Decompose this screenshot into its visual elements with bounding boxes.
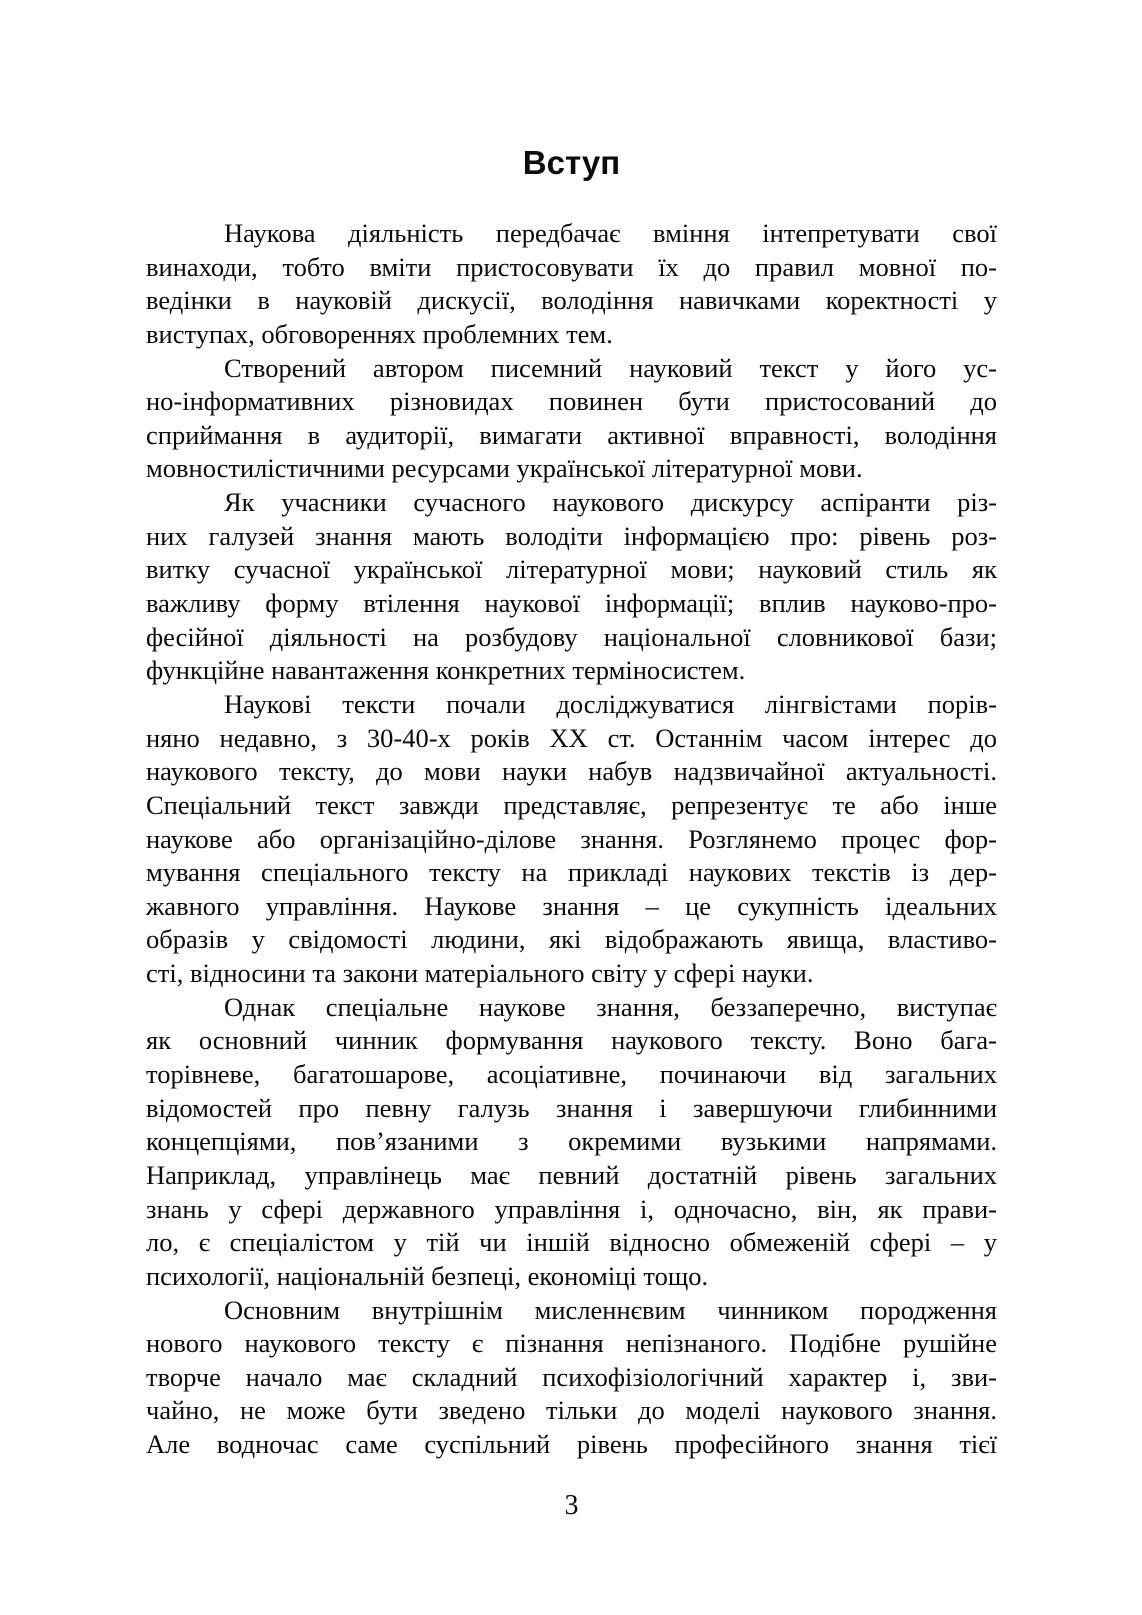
- text-line: психології, національній безпеці, економіці тощо.: [146, 1260, 709, 1291]
- paragraph: [146, 991, 997, 1294]
- paragraph: [146, 352, 997, 487]
- text-line: винаходи, тобто вміти пристосовувати їх до правил мовної по-: [146, 251, 997, 282]
- text-line: концепціями, пов’язаними з окремими вузькими напрямами.: [146, 1126, 997, 1157]
- text-line: ведінки в науковій дискусії, володіння навичками коректності у: [146, 285, 997, 316]
- text-line: витку сучасної української літературної мови; науковий стиль як: [146, 554, 997, 585]
- text-line: важливу форму втілення наукової інформації; вплив науково-про-: [146, 588, 997, 619]
- text-line: Основним внутрішнім мисленнєвим чинником породження: [224, 1294, 997, 1325]
- text-line: мування спеціального тексту на прикладі наукових текстів із дер-: [146, 857, 997, 888]
- text-line: Створений автором писемний науковий текст у його ус-: [224, 352, 997, 383]
- text-line: сприймання в аудиторії, вимагати активної вправності, володіння: [146, 419, 997, 450]
- paragraph: [146, 688, 997, 991]
- text-line: няно недавно, з 30-40-х років ХХ ст. Останнім часом інтерес до: [146, 722, 997, 753]
- text-line: нового наукового тексту є пізнання непізнаного. Подібне рушійне: [146, 1328, 997, 1359]
- text-line: чайно, не може бути зведено тільки до моделі наукового знання.: [146, 1395, 997, 1426]
- text-line: Однак спеціальне наукове знання, беззаперечно, виступає: [224, 991, 997, 1022]
- paragraph: [146, 486, 997, 688]
- text-line: Спеціальний текст завжди представляє, репрезентує те або інше: [146, 789, 997, 820]
- text-line: фесійної діяльності на розбудову національної словникової бази;: [146, 621, 997, 652]
- text-line: Як учасники сучасного наукового дискурсу аспіранти різ-: [224, 487, 997, 518]
- text-line: відомостей про певну галузь знання і завершуючи глибинними: [146, 1092, 997, 1123]
- text-line: жавного управління. Наукове знання – це сукупність ідеальних: [146, 890, 997, 921]
- text-line: Але водночас саме суспільний рівень професійного знання тієї: [146, 1429, 997, 1460]
- text-line: Наукові тексти почали досліджуватися лінгвістами порів-: [224, 688, 997, 719]
- page-body: [146, 217, 997, 1462]
- paragraph: [146, 1294, 997, 1462]
- text-line: сті, відносини та закони матеріального світу у сфері науки.: [146, 958, 814, 989]
- text-line: виступах, обговореннях проблемних тем.: [146, 318, 613, 349]
- text-line: них галузей знання мають володіти інформацією про: рівень роз-: [146, 520, 997, 551]
- paragraph: [146, 217, 997, 352]
- text-line: ло, є спеціалістом у тій чи іншій відносно обмеженій сфері – у: [146, 1227, 997, 1258]
- text-line: творче начало має складний психофізіологічний характер і, зви-: [146, 1361, 997, 1392]
- text-line: но-інформативних різновидах повинен бути пристосований до: [146, 386, 997, 417]
- text-line: образів у свідомості людини, які відображають явища, властиво-: [146, 924, 997, 955]
- text-line: Наприклад, управлінець має певний достатній рівень загальних: [146, 1159, 997, 1190]
- text-line: Наукова діяльність передбачає вміння інтепретувати свої: [224, 218, 997, 248]
- page-title: Вступ: [522, 144, 621, 181]
- page-number: 3: [564, 1490, 579, 1521]
- text-line: торівневе, багатошарове, асоціативне, починаючи від загальних: [146, 1059, 997, 1090]
- text-line: функційне навантаження конкретних терміносистем.: [146, 655, 746, 686]
- text-line: наукове або організаційно-ділове знання. Розглянемо процес фор-: [146, 823, 997, 854]
- text-line: мовностилістичними ресурсами української літературної мови.: [146, 453, 863, 484]
- text-line: наукового тексту, до мови науки набув надзвичайної актуальності.: [146, 756, 997, 787]
- text-line: знань у сфері державного управління і, одночасно, він, як прави-: [146, 1193, 997, 1224]
- text-line: як основний чинник формування наукового тексту. Воно бага-: [146, 1025, 997, 1056]
